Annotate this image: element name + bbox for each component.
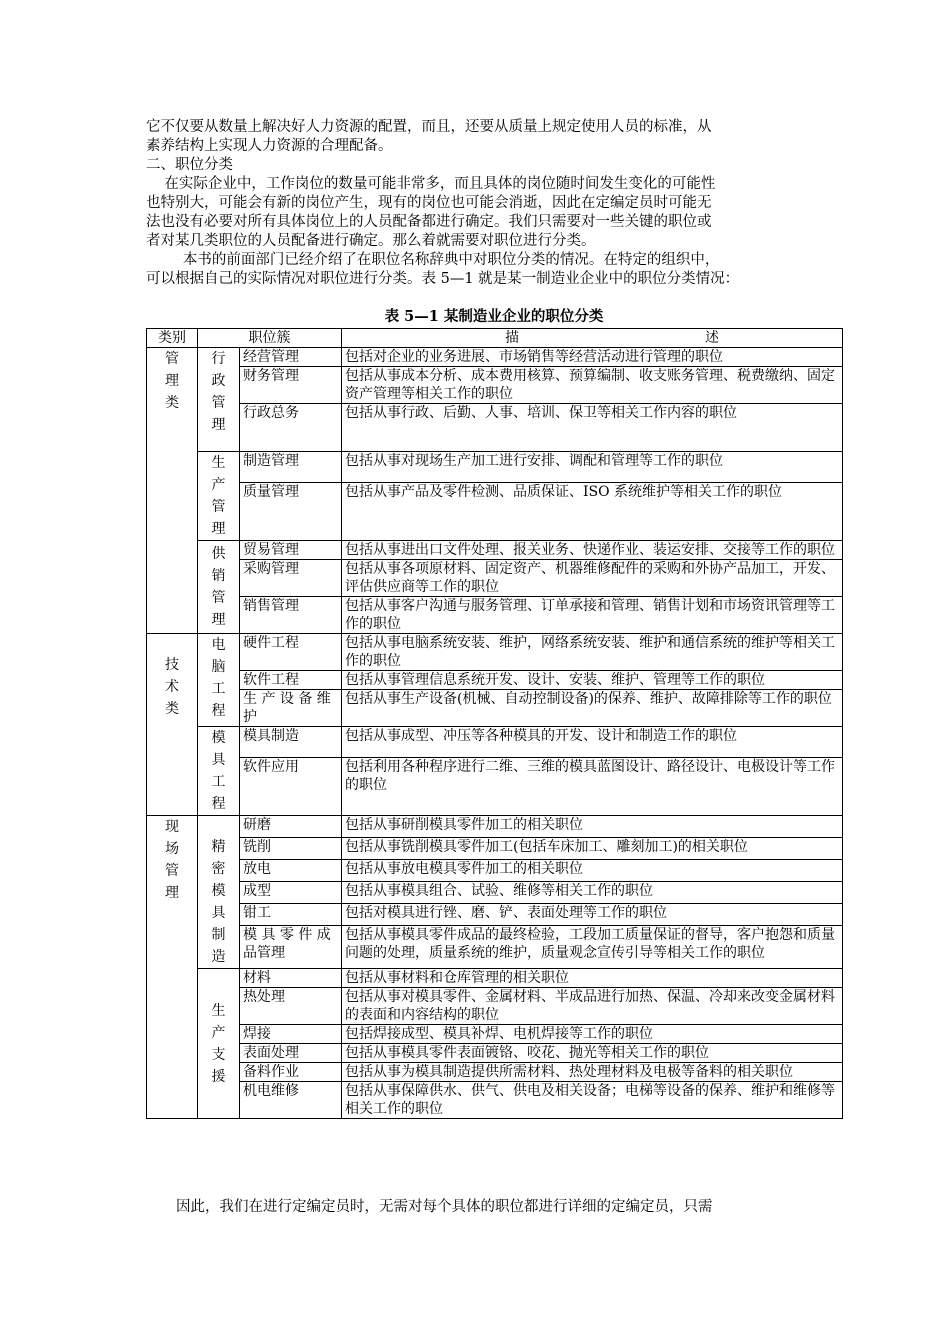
job-name: 制造管理 <box>240 452 342 483</box>
table-header-row <box>147 329 843 348</box>
job-description: 包括从事成型、冲压等各种模具的开发、设计和制造工作的职位 <box>342 727 843 758</box>
intro-line: 可以根据自己的实际情况对职位进行分类。表 5—1 就是某一制造业企业中的职位分类情况： <box>146 271 740 287</box>
intro-line: 素养结构上实现人力资源的合理配备。 <box>146 138 393 154</box>
table-row <box>147 860 843 882</box>
intro-line: 者对某几类职位的人员配备进行确定。那么着就需要对职位进行分类。 <box>146 233 596 249</box>
job-description: 包括从事行政、后勤、人事、培训、保卫等相关工作内容的职位 <box>342 404 843 452</box>
job-description: 包括从事客户沟通与服务管理、订单承接和管理、销售计划和市场资讯管理等工作的职位 <box>342 597 843 634</box>
job-description: 包括从事生产设备(机械、自动控制设备)的保养、维护、故障排除等工作的职位 <box>342 690 843 727</box>
job-name: 销售管理 <box>240 597 342 634</box>
job-name: 贸易管理 <box>240 541 342 560</box>
job-description: 包括从事产品及零件检测、品质保证、ISO 系统维护等相关工作的职位 <box>342 483 843 541</box>
intro-line: 法也没有必要对所有具体岗位上的人员配备都进行确定。我们只需要对一些关键的职位或 <box>146 214 712 230</box>
table-row <box>147 541 843 560</box>
job-name: 软件工程 <box>240 671 342 690</box>
job-description: 包括从事进出口文件处理、报关业务、快递作业、装运安排、交接等工作的职位 <box>342 541 843 560</box>
table-row <box>147 483 843 541</box>
intro-line: 也特别大，可能会有新的岗位产生，现有的岗位也可能会消逝，因此在定编定员时可能无 <box>146 195 712 211</box>
intro-text <box>146 118 810 289</box>
table-caption: 表 5—1 某制造业企业的职位分类 <box>384 308 604 325</box>
category-technical: 技术类 <box>147 634 198 816</box>
job-description: 包括焊接成型、模具补焊、电机焊接等工作的职位 <box>342 1025 843 1044</box>
job-name: 采购管理 <box>240 560 342 597</box>
table-row <box>147 671 843 690</box>
intro-line: 它不仅要从数量上解决好人力资源的配置，而且，还要从质量上规定使用人员的标准，从 <box>146 119 712 135</box>
group-precision: 精密模具制造 <box>198 816 240 969</box>
job-description: 包括从事为模具制造提供所需材料、热处理材料及电极等备料的相关职位 <box>342 1063 843 1082</box>
group-computer: 电脑工程 <box>198 634 240 727</box>
table-row <box>147 904 843 926</box>
job-description: 包括从事模具零件成品的最终检验，工段加工质量保证的督导，客户抱怨和质量问题的处理，质量系统的维护，质量观念宣传引导等相关工作的职位 <box>342 926 843 969</box>
job-name: 放电 <box>240 860 342 882</box>
group-mold: 模具工程 <box>198 727 240 816</box>
job-description: 包括对模具进行锉、磨、铲、表面处理等工作的职位 <box>342 904 843 926</box>
group-support: 生产支援 <box>198 969 240 1119</box>
job-description: 包括从事管理信息系统开发、设计、安装、维护、管理等工作的职位 <box>342 671 843 690</box>
job-description: 包括从事对现场生产加工进行安排、调配和管理等工作的职位 <box>342 452 843 483</box>
table-row <box>147 816 843 838</box>
table-row <box>147 597 843 634</box>
job-name: 质量管理 <box>240 483 342 541</box>
group-admin: 行政管理 <box>198 348 240 452</box>
header-description: 描 述 <box>342 329 843 348</box>
job-description: 包括从事模具零件表面镀铬、咬花、抛光等相关工作的职位 <box>342 1044 843 1063</box>
job-description: 包括从事研削模具零件加工的相关职位 <box>342 816 843 838</box>
table-row <box>147 1025 843 1044</box>
group-production: 生产管理 <box>198 452 240 541</box>
table-row <box>147 404 843 452</box>
section-heading: 二、职位分类 <box>146 157 233 173</box>
table-row <box>147 727 843 758</box>
group-supply: 供销管理 <box>198 541 240 634</box>
table-row <box>147 348 843 367</box>
job-classification-table <box>146 328 843 1119</box>
job-description: 包括利用各种程序进行二维、三维的模具蓝图设计、路径设计、电极设计等工作的职位 <box>342 758 843 816</box>
job-description: 包括从事对模具零件、金属材料、半成品进行加热、保温、冷却来改变金属材料的表面和内容结构的职位 <box>342 988 843 1025</box>
table-row <box>147 838 843 860</box>
job-name: 模 具 零 件 成品管理 <box>240 926 342 969</box>
job-description: 包括从事保障供水、供气、供电及相关设备；电梯等设备的保养、维护和维修等相关工作的职位 <box>342 1082 843 1119</box>
table-row <box>147 882 843 904</box>
job-description: 包括从事各项原材料、固定资产、机器维修配件的采购和外协产品加工，开发、评估供应商等工作的职位 <box>342 560 843 597</box>
intro-line: 本书的前面部门已经介绍了在职位名称辞典中对职位分类的情况。在特定的组织中， <box>146 252 720 268</box>
table-row <box>147 969 843 988</box>
table-row <box>147 1063 843 1082</box>
table-row <box>147 758 843 816</box>
job-name: 材料 <box>240 969 342 988</box>
intro-line: 在实际企业中，工作岗位的数量可能非常多，而且具体的岗位随时间发生变化的可能性 <box>146 176 716 192</box>
table-row <box>147 1044 843 1063</box>
job-name: 铣削 <box>240 838 342 860</box>
job-name: 硬件工程 <box>240 634 342 671</box>
job-name: 软件应用 <box>240 758 342 816</box>
category-management: 管理类 <box>147 348 198 634</box>
job-description: 包括从事放电模具零件加工的相关职位 <box>342 860 843 882</box>
table-row <box>147 988 843 1025</box>
job-name: 研磨 <box>240 816 342 838</box>
header-cluster: 职位簇 <box>198 329 342 348</box>
table-row <box>147 1082 843 1119</box>
job-name: 备料作业 <box>240 1063 342 1082</box>
table-row <box>147 634 843 671</box>
job-name: 生 产 设 备 维护 <box>240 690 342 727</box>
header-category: 类别 <box>147 329 198 348</box>
job-name: 机电维修 <box>240 1082 342 1119</box>
job-name: 经营管理 <box>240 348 342 367</box>
category-site: 现场管理 <box>147 816 198 1119</box>
job-name: 财务管理 <box>240 367 342 404</box>
job-name: 热处理 <box>240 988 342 1025</box>
table-row <box>147 560 843 597</box>
table-row <box>147 690 843 727</box>
job-description: 包括从事模具组合、试验、维修等相关工作的职位 <box>342 882 843 904</box>
job-description: 包括从事材料和仓库管理的相关职位 <box>342 969 843 988</box>
job-name: 成型 <box>240 882 342 904</box>
job-description: 包括从事铣削模具零件加工(包括车床加工、雕刻加工)的相关职位 <box>342 838 843 860</box>
job-name: 模具制造 <box>240 727 342 758</box>
table-row <box>147 452 843 483</box>
table-row <box>147 926 843 969</box>
job-name: 行政总务 <box>240 404 342 452</box>
job-description: 包括对企业的业务进展、市场销售等经营活动进行管理的职位 <box>342 348 843 367</box>
job-name: 表面处理 <box>240 1044 342 1063</box>
job-description: 包括从事电脑系统安装、维护，网络系统安装、维护和通信系统的维护等相关工作的职位 <box>342 634 843 671</box>
closing-text: 因此，我们在进行定编定员时，无需对每个具体的职位都进行详细的定编定员，只需 <box>176 1199 713 1215</box>
job-name: 钳工 <box>240 904 342 926</box>
job-name: 焊接 <box>240 1025 342 1044</box>
job-description: 包括从事成本分析、成本费用核算、预算编制、收支账务管理、税费缴纳、固定资产管理等相关工作的职位 <box>342 367 843 404</box>
table-row <box>147 367 843 404</box>
